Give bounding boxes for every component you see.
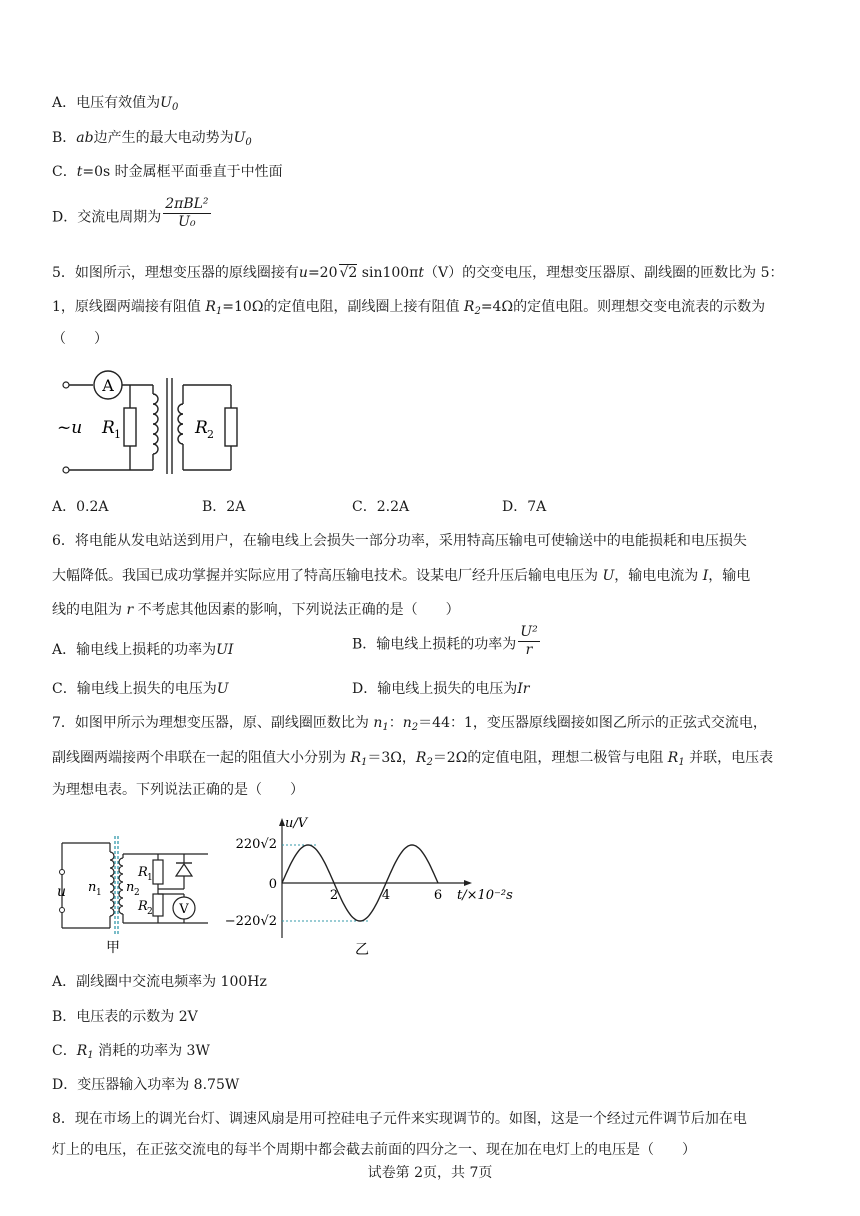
svg-text:2: 2 (207, 428, 214, 441)
q8-stem-line1: 8．现在市场上的调光台灯、调速风扇是用可控硅电子元件来实现调节的。如图，这是一个经过元件调节后加在电 (52, 1111, 747, 1127)
x-tick-label: 4 (381, 888, 391, 903)
q4-option-d: D．交流电周期为 $\frac{\text{2πBL²}}{\text{U₀}}$ (52, 196, 209, 230)
q6-stem-line3: 线的电阻为 r 不考虑其他因素的影响，下列说法正确的是（ ） (52, 602, 460, 618)
y-axis-label: u/V (285, 816, 308, 831)
q6-option-d: D．输电线上损失的电压为Ir (352, 681, 530, 697)
svg-text:R: R (195, 418, 208, 438)
q4-option-c: C．t=0s 时金属框平面垂直于中性面 (52, 164, 283, 180)
svg-text:R: R (138, 899, 148, 914)
svg-text:乙: 乙 (355, 942, 369, 958)
q7-option-a: A．副线圈中交流电频率为 100Hz (52, 974, 267, 990)
q7-stem-line3: 为理想电表。下列说法正确的是（ ） (52, 782, 304, 798)
page-footer: 试卷第 2页，共 7页 (367, 1165, 493, 1181)
q5-option-d: D．7A (502, 499, 547, 515)
x-tick-label: 6 (433, 888, 443, 903)
resistor-r2 (153, 894, 163, 916)
q6-stem-line1: 6．将电能从发电站送到用户，在输电线上会损失一部分功率，采用特高压输电可使输送中的电能损耗和电压损失 (52, 533, 747, 549)
q6-option-c: C．输电线上损失的电压为U (52, 681, 229, 697)
q6-option-a: A．输电线上损耗的功率为UI (52, 642, 234, 658)
resistor-r1 (124, 408, 136, 446)
q6-stem-line2: 大幅降低。我国已成功掌握并实际应用了特高压输电技术。设某电厂经升压后输电电压为 U，输电电流为 I，输电 (52, 568, 751, 584)
q5-stem-line1: 5．如图所示，理想变压器的原线圈接有u=20 √2 sin100πt（V）的交变电压，理想变压器原、副线圈的匝数比为 5： (52, 265, 784, 281)
origin-label: 0 (268, 877, 277, 892)
resistor-r2 (225, 408, 237, 446)
svg-text:甲: 甲 (106, 940, 120, 956)
q7-option-d: D．变压器输入功率为 8.75W (52, 1077, 240, 1093)
svg-text:2: 2 (134, 888, 140, 898)
svg-text:A: A (102, 376, 114, 395)
svg-text:n: n (126, 880, 135, 895)
q5-option-b: B．2A (202, 499, 246, 515)
y-max-label: 220√2 (235, 837, 277, 852)
q7-voltage-graph (225, 810, 515, 960)
x-axis-label: t/×10⁻²s (457, 888, 513, 903)
q6-option-b: B．输电线上损耗的功率为 $\frac{\text{U²}}{r}$ (352, 624, 538, 658)
svg-text:V: V (179, 902, 189, 917)
q4-option-a: A．电压有效值为$U_0$ (52, 95, 179, 113)
svg-text:~u: ~u (57, 418, 83, 438)
q7-figure-jia (52, 828, 222, 958)
q7-stem-line2: 副线圈两端接两个串联在一起的阻值大小分别为 $R_1=3\Omega$，$R_2=2\Omega$的定值电阻，理想二极管与电阻 $R_1$ 并联，电压表 (52, 750, 774, 768)
q5-option-a: A．0.2A (52, 499, 109, 515)
q4-option-b: B．ab边产生的最大电动势为$U_0$ (52, 130, 252, 148)
svg-text:n: n (88, 880, 97, 895)
q5-stem-line3: （ ） (52, 331, 108, 347)
q5-option-c: C．2.2A (352, 499, 410, 515)
svg-text:2: 2 (147, 907, 153, 917)
svg-text:1: 1 (96, 888, 102, 898)
q5-circuit-diagram (52, 368, 252, 478)
q5-stem-line2: 1，原线圈两端接有阻值 $R_1=10\Omega$的定值电阻，副线圈上接有阻值 $R_2=4\Omega$的定值电阻。则理想交变电流表的示数为 (52, 299, 766, 317)
svg-text:1: 1 (147, 873, 153, 883)
q7-option-c: C．$R_1$ 消耗的功率为 3W (52, 1043, 210, 1061)
q8-stem-line2: 灯上的电压，在正弦交流电的每半个周期中都会截去前面的四分之一、现在加在电灯上的电压是（ ） (52, 1142, 696, 1158)
q7-option-b: B．电压表的示数为 2V (52, 1009, 198, 1025)
svg-text:R: R (138, 865, 148, 880)
svg-text:R: R (102, 418, 115, 438)
q7-stem-line1: 7．如图甲所示为理想变压器，原、副线圈匝数比为 $n_1$：$n_2=44$：1，变压器原线圈接如图乙所示的正弦式交流电， (52, 715, 767, 733)
svg-text:u: u (57, 884, 67, 900)
svg-text:1: 1 (114, 428, 121, 441)
diode-icon (176, 864, 192, 876)
y-min-label: −220√2 (225, 914, 277, 929)
resistor-r1 (153, 860, 163, 884)
x-tick-label: 2 (329, 888, 339, 903)
